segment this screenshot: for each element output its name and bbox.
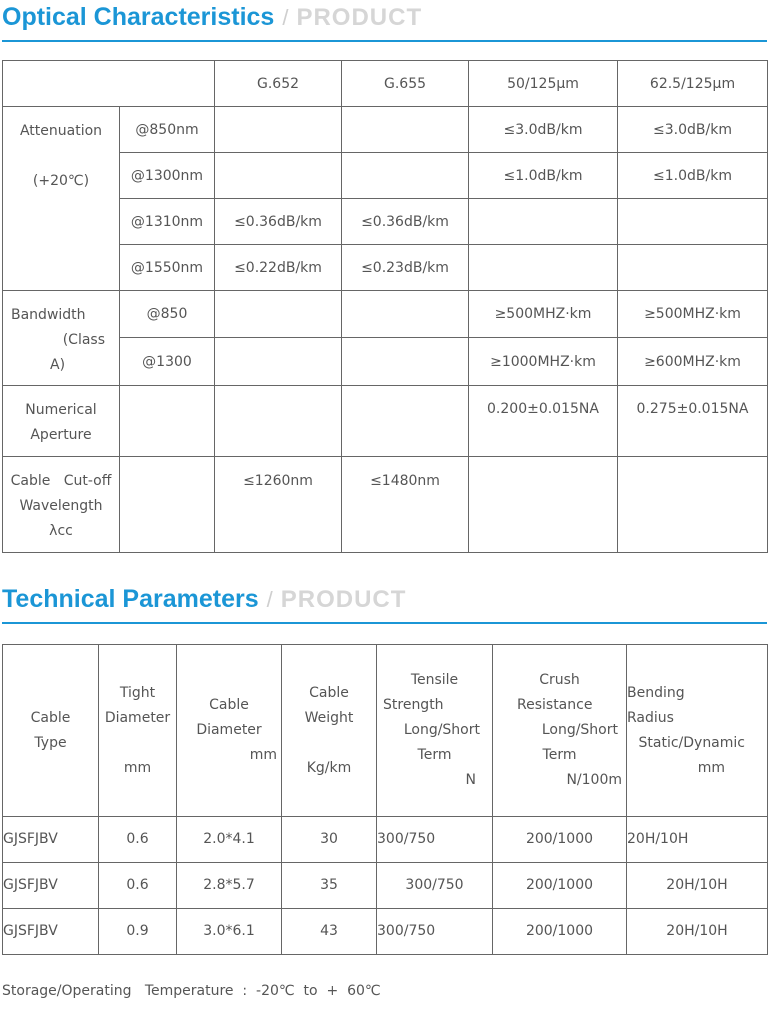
optical-col-header: G.652	[215, 61, 342, 107]
header-line: Crush	[539, 672, 580, 688]
technical-subtitle: PRODUCT	[280, 586, 407, 613]
na-label-cell	[3, 386, 120, 457]
header-line: Radius	[627, 709, 674, 726]
cell-tight: 0.6	[99, 817, 177, 863]
cell-type: GJSFJBV	[3, 863, 99, 909]
value-cell: ≤3.0dB/km	[618, 107, 768, 153]
header-line: Cable	[209, 697, 249, 713]
header-line: Diameter	[104, 709, 171, 726]
optical-characteristics-table	[2, 60, 768, 553]
table-row	[3, 863, 768, 909]
value-cell: ≥1000MHZ·km	[469, 338, 618, 386]
value-cell: ≤1260nm	[215, 457, 342, 553]
header-line: Tensile	[410, 672, 459, 688]
value-cell	[215, 386, 342, 457]
cutoff-empty-cell	[120, 457, 215, 553]
optical-section-title	[2, 3, 422, 32]
cell-crush: 200/1000	[493, 909, 627, 955]
na-label-2: Aperture	[30, 427, 92, 443]
header-line: Weight	[304, 709, 354, 726]
cell-type: GJSFJBV	[3, 909, 99, 955]
optical-col-header: G.655	[342, 61, 469, 107]
cell-tensile: 300/750	[377, 817, 493, 863]
cell-tensile: 300/750	[377, 863, 493, 909]
value-cell: ≤1.0dB/km	[618, 153, 768, 199]
header-line: Term	[417, 747, 452, 763]
technical-section-header	[2, 582, 767, 624]
header-line: Kg/km	[306, 759, 352, 776]
value-cell: ≤1.0dB/km	[469, 153, 618, 199]
optical-title-text: Optical Characteristics	[2, 3, 275, 31]
table-row	[3, 817, 768, 863]
cell-weight: 35	[282, 863, 377, 909]
header-line: Diameter	[196, 722, 262, 738]
value-cell	[469, 457, 618, 553]
value-cell	[342, 291, 469, 338]
cutoff-label-cell	[3, 457, 120, 553]
optical-corner-cell	[3, 61, 215, 107]
value-cell	[342, 153, 469, 199]
header-line: Cable	[309, 684, 349, 701]
optical-header-row	[3, 61, 768, 107]
header-line: Strength	[383, 697, 444, 713]
value-cell: ≤0.36dB/km	[342, 199, 469, 245]
bandwidth-label: Bandwidth	[11, 307, 86, 323]
wavelength-cell: @1300nm	[120, 153, 215, 199]
cell-diameter: 2.8*5.7	[177, 863, 282, 909]
bandwidth-label-a: A)	[50, 357, 66, 373]
header-line: Type	[34, 734, 67, 751]
header-tensile-strength	[377, 645, 493, 817]
bandwidth-label-class: (Class	[62, 332, 105, 348]
cell-diameter: 3.0*6.1	[177, 909, 282, 955]
header-line: mm	[123, 759, 152, 776]
attenuation-label-cell	[3, 107, 120, 291]
header-line: Bending	[627, 684, 685, 701]
title-separator: /	[266, 587, 273, 612]
value-cell: ≤3.0dB/km	[469, 107, 618, 153]
value-cell	[342, 386, 469, 457]
technical-parameters-table	[2, 644, 768, 955]
technical-section-title	[2, 585, 406, 614]
value-cell: 0.275±0.015NA	[618, 386, 768, 457]
cell-crush: 200/1000	[493, 863, 627, 909]
optical-subtitle: PRODUCT	[296, 4, 423, 31]
header-line: Long/Short	[541, 722, 618, 738]
header-line	[282, 731, 376, 756]
header-line: N	[465, 772, 476, 788]
header-line: Long/Short	[403, 722, 480, 738]
cell-crush: 200/1000	[493, 817, 627, 863]
cell-diameter: 2.0*4.1	[177, 817, 282, 863]
wavelength-cell: @850	[120, 291, 215, 338]
value-cell	[215, 153, 342, 199]
header-cable-weight	[282, 645, 377, 817]
value-cell	[342, 338, 469, 386]
value-cell: ≤0.23dB/km	[342, 245, 469, 291]
table-row	[3, 909, 768, 955]
value-cell: ≤0.22dB/km	[215, 245, 342, 291]
value-cell: ≤1480nm	[342, 457, 469, 553]
header-line: Static/Dynamic	[638, 734, 745, 751]
value-cell: ≥600MHZ·km	[618, 338, 768, 386]
value-cell	[618, 245, 768, 291]
cutoff-wavelength-row	[3, 457, 768, 553]
cell-type: GJSFJBV	[3, 817, 99, 863]
value-cell	[215, 107, 342, 153]
header-line: Term	[542, 747, 577, 763]
cell-bending: 20H/10H	[627, 817, 768, 863]
wavelength-cell: @1550nm	[120, 245, 215, 291]
value-cell: ≥500MHZ·km	[469, 291, 618, 338]
cutoff-label: Cable Cut-off	[10, 473, 112, 489]
cell-weight: 30	[282, 817, 377, 863]
header-bending-radius	[627, 645, 768, 817]
cutoff-label-3: λcc	[49, 523, 73, 539]
cutoff-label-2: Wavelength	[19, 498, 103, 514]
header-cable-diameter	[177, 645, 282, 817]
header-cable-type	[3, 645, 99, 817]
bandwidth-label-cell	[3, 291, 120, 386]
value-cell: 0.200±0.015NA	[469, 386, 618, 457]
header-line: Resistance	[517, 697, 593, 713]
value-cell	[469, 199, 618, 245]
header-line: Cable	[30, 709, 71, 726]
optical-col-header: 50/125μm	[469, 61, 618, 107]
optical-section-header	[2, 0, 767, 42]
header-line: N/100m	[566, 772, 622, 788]
header-tight-diameter	[99, 645, 177, 817]
value-cell	[342, 107, 469, 153]
header-line: mm	[697, 759, 725, 776]
wavelength-cell: @1300	[120, 338, 215, 386]
bandwidth-row	[3, 291, 768, 338]
numerical-aperture-row	[3, 386, 768, 457]
cell-tensile: 300/750	[377, 909, 493, 955]
optical-col-header: 62.5/125μm	[618, 61, 768, 107]
header-crush-resistance	[493, 645, 627, 817]
value-cell	[215, 291, 342, 338]
header-line: Tight	[119, 684, 156, 701]
cell-tight: 0.6	[99, 863, 177, 909]
cell-weight: 43	[282, 909, 377, 955]
title-separator: /	[282, 5, 289, 30]
attenuation-label: Attenuation	[19, 123, 103, 139]
technical-header-row	[3, 645, 768, 817]
value-cell	[469, 245, 618, 291]
cell-bending: 20H/10H	[627, 863, 768, 909]
na-empty-cell	[120, 386, 215, 457]
value-cell	[618, 457, 768, 553]
header-line	[99, 731, 176, 756]
cell-bending: 20H/10H	[627, 909, 768, 955]
storage-temperature-note: Storage/Operating Temperature : -20℃ to + 60℃	[2, 983, 381, 999]
wavelength-cell: @1310nm	[120, 199, 215, 245]
cell-tight: 0.9	[99, 909, 177, 955]
wavelength-cell: @850nm	[120, 107, 215, 153]
technical-title-text: Technical Parameters	[2, 585, 259, 613]
header-line: mm	[249, 747, 277, 763]
value-cell: ≥500MHZ·km	[618, 291, 768, 338]
value-cell	[215, 338, 342, 386]
value-cell: ≤0.36dB/km	[215, 199, 342, 245]
attenuation-temp: (+20℃)	[32, 173, 90, 189]
na-label: Numerical	[25, 402, 97, 418]
value-cell	[618, 199, 768, 245]
attenuation-row	[3, 107, 768, 153]
